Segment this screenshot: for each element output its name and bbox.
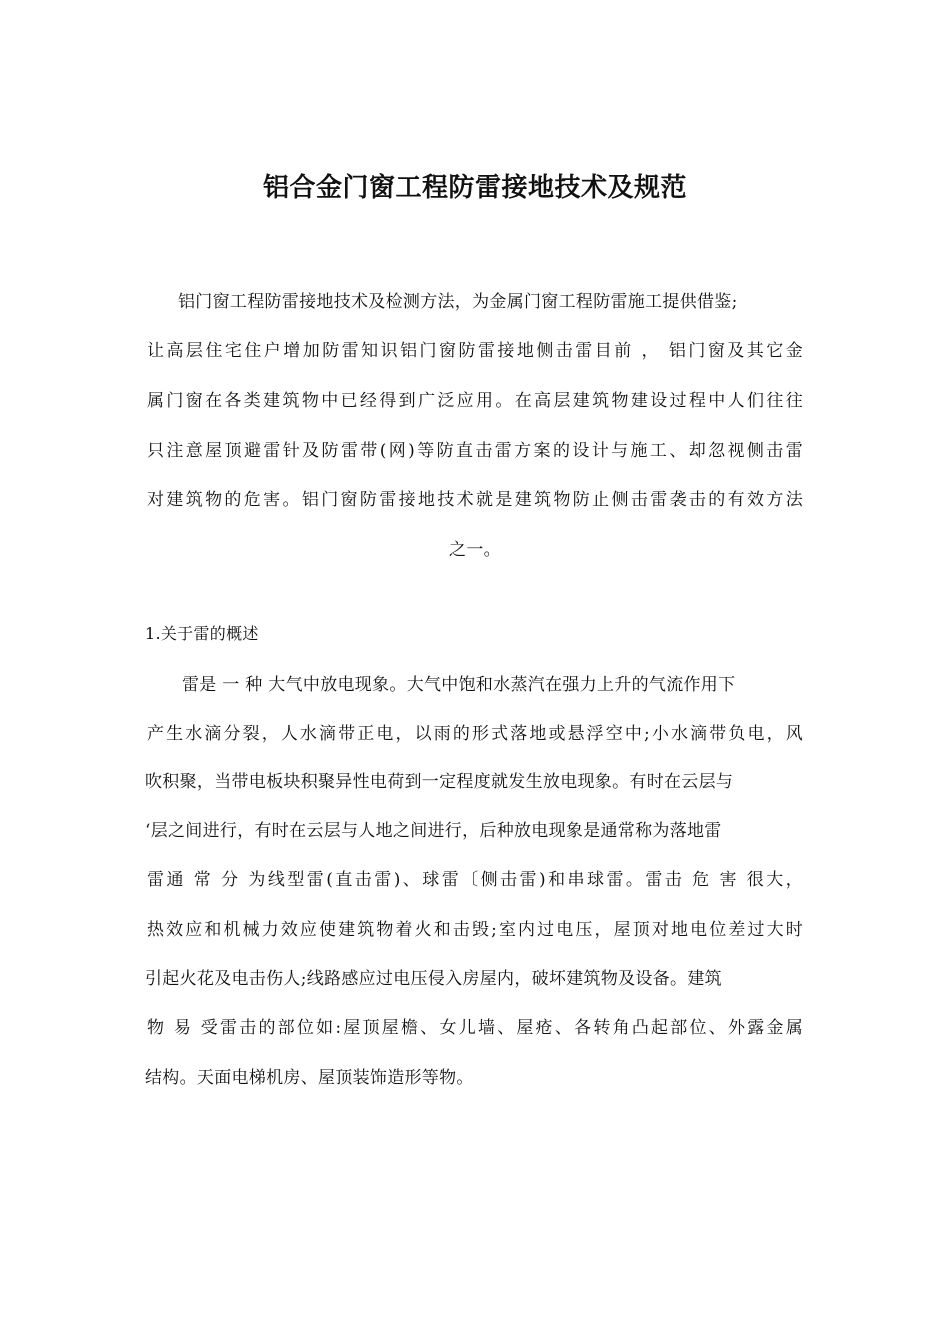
section-1-line-8: 物 易 受雷击的部位如:屋顶屋檐、女儿墙、屋疮、各转角凸起部位、外露金属	[147, 1018, 803, 1038]
section-1-line-2: 产生水滴分裂，人水滴带正电，以雨的形式落地或悬浮空中;小水滴带负电，风	[147, 724, 803, 744]
intro-line-6: 之一。	[449, 540, 501, 560]
section-1-line-7: 引起火花及电击伤人;线路感应过电压侵入房屋内，破坏建筑物及设备。建筑	[145, 969, 722, 989]
section-1-line-4: ‘层之间进行，有时在云层与人地之间进行，后种放电现象是通常称为落地雷	[145, 821, 722, 841]
section-1-line-1: 雷是 一 种 大气中放电现象。大气中饱和水蒸汽在强力上升的气流作用下	[182, 675, 736, 695]
section-1-heading: 1.关于雷的概述	[145, 624, 259, 643]
intro-line-4: 只注意屋顶避雷针及防雷带(网)等防直击雷方案的设计与施工、却忽视侧击雷	[147, 441, 803, 461]
section-1-line-5: 雷通 常 分 为线型雷(直击雷)、球雷〔侧击雷)和串球雷。雷击 危 害 很大，	[147, 870, 803, 890]
document-title: 铝合金门窗工程防雷接地技术及规范	[262, 173, 687, 203]
intro-line-2: 让高层住宅住户增加防雷知识铝门窗防雷接地侧击雷目前 ， 铝门窗及其它金	[147, 341, 803, 361]
intro-line-1: 铝门窗工程防雷接地技术及检测方法，为金属门窗工程防雷施工提供借鉴;	[178, 292, 738, 312]
intro-line-5: 对建筑物的危害。铝门窗防雷接地技术就是建筑物防止侧击雷袭击的有效方法	[147, 490, 803, 510]
section-1-line-3: 吹积聚，当带电板块积聚异性电荷到一定程度就发生放电现象。有时在云层与	[145, 772, 734, 792]
section-1-line-9: 结构。天面电梯机房、屋顶装饰造形等物。	[145, 1068, 474, 1088]
section-1-line-6: 热效应和机械力效应使建筑物着火和击毁;室内过电压，屋顶对地电位差过大时	[147, 920, 803, 940]
intro-line-3: 属门窗在各类建筑物中已经得到广泛应用。在高层建筑物建设过程中人们往往	[147, 391, 803, 411]
